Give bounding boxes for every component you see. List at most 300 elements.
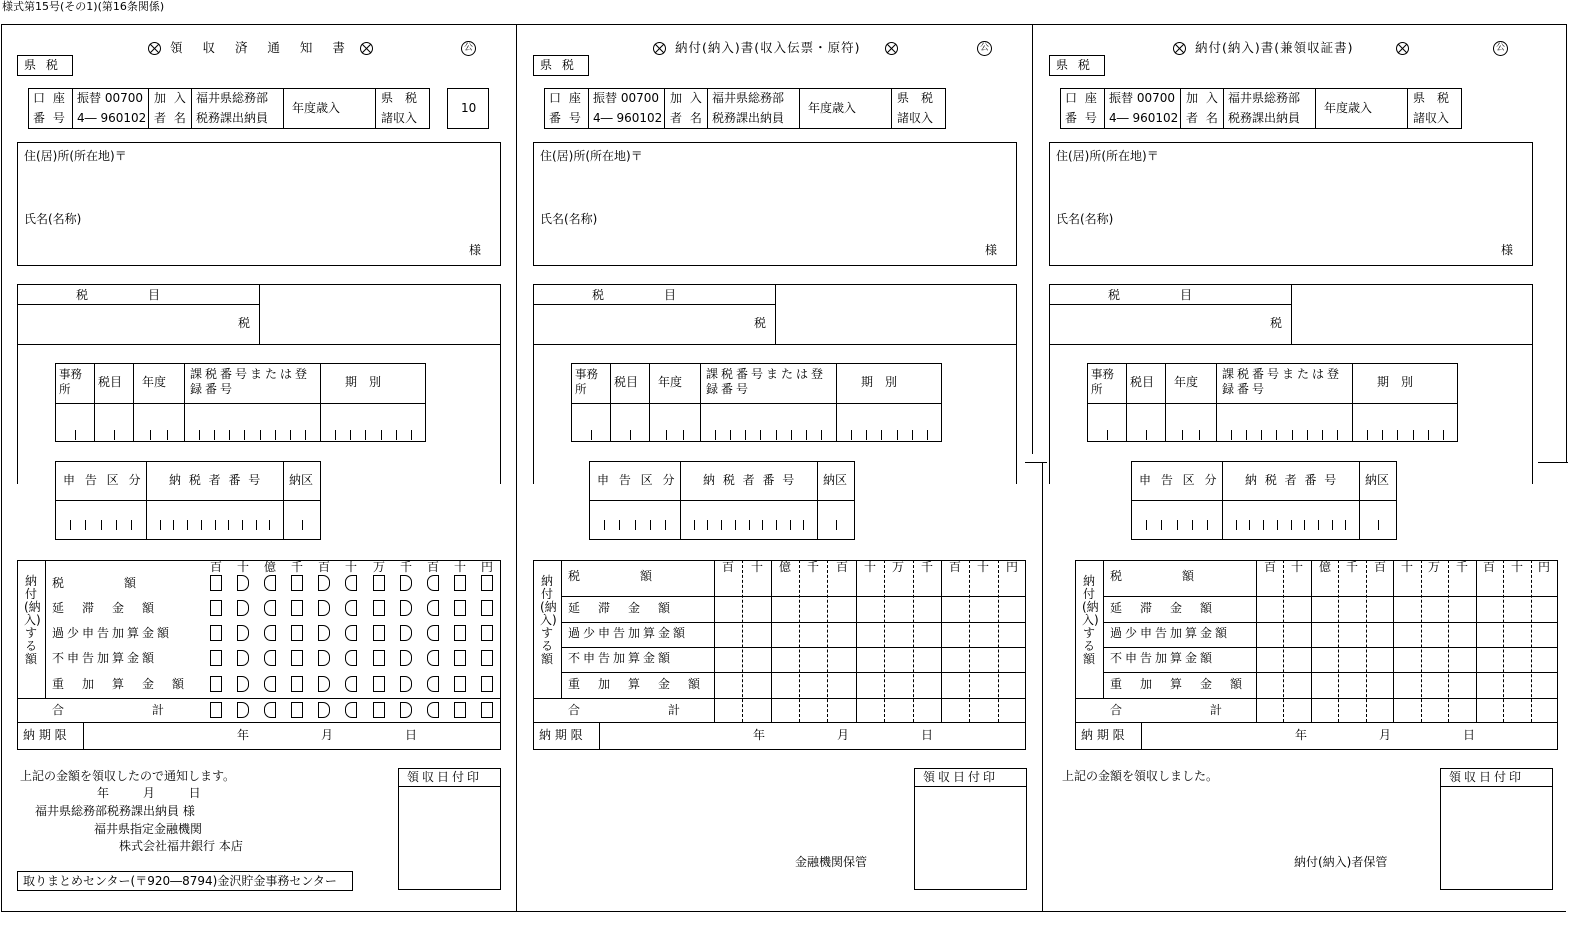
total-label: 合 計 [1110,703,1231,717]
form-title: 領 収 済 通 知 書 [170,40,353,55]
rule-line [561,560,562,698]
amount-side-label: 納付(納入)する額 [540,574,557,666]
digit-tick [1397,430,1398,440]
digit-tick [776,430,777,440]
digit-tick [745,430,746,440]
rule-line [184,363,185,442]
digit-tick [85,520,86,530]
digit-tick [1322,430,1323,440]
digit-unit: 億 [779,560,792,574]
digit-tick [1263,520,1264,530]
office-header: 期 別 [861,375,898,389]
digit-box [345,650,357,666]
prefecture-tax-text: 県 税 [24,58,61,72]
digit-divider [1338,560,1339,722]
digit-box [373,625,385,641]
digit-tick [302,520,303,530]
amount-side-label: 納付(納入)する額 [1082,574,1099,666]
office-header: 期 別 [1377,375,1414,389]
digit-box [291,600,303,616]
digit-tick [187,520,188,530]
digit-divider [1531,560,1532,722]
prefecture-tax-text: 県 税 [1056,58,1093,72]
digit-divider [1366,560,1367,722]
digit-box [481,676,493,692]
digit-box [237,650,249,666]
deadline-year: 年 [237,728,250,742]
digit-tick [791,430,792,440]
digit-unit: 十 [237,560,250,574]
holder-label: 加 入 [670,91,704,105]
digit-box [264,575,276,591]
rule-line [1407,88,1408,129]
digit-tick [1304,520,1305,530]
rule-line [891,88,892,129]
panel-separator [1032,24,1033,454]
digit-box [427,625,439,641]
digit-tick [1249,520,1250,530]
office-header: 課税番号または登録番号 [190,367,311,396]
digit-box [210,600,222,616]
deadline-month: 月 [1379,728,1392,742]
holder-name: 税務課出納員 [196,111,269,125]
digit-unit: 千 [400,560,413,574]
digit-unit: 十 [864,560,877,574]
rule-line [1087,403,1458,404]
office-header: 年度 [1174,375,1199,389]
rule-line [146,461,147,540]
digit-unit: 十 [345,560,358,574]
digit-unit: 十 [454,560,467,574]
digit-tick [335,430,336,440]
deadline-day: 日 [405,728,418,742]
digit-box [481,650,493,666]
digit-tick [1382,430,1383,440]
keeper-note: 納付(納入)者保管 [1294,855,1388,869]
account-label: 番 号 [33,111,67,125]
holder-name: 福井県総務部 [196,91,269,105]
digit-tick [821,430,822,440]
total-label: 合 計 [568,703,689,717]
digit-tick [1146,520,1147,530]
digit-box [264,600,276,616]
rule-line [1141,722,1142,750]
digit-unit: 億 [1319,560,1332,574]
rule-line [771,560,772,722]
digit-tick [131,520,132,530]
rule-line [1216,363,1217,442]
amount-row-label: 過少申告加算金額 [1110,626,1231,640]
digit-tick [70,520,71,530]
digit-tick [101,520,102,530]
digit-unit: 十 [977,560,990,574]
declaration-header: 申 告 区 分 [63,473,144,487]
digit-box [400,650,412,666]
declaration-header: 申 告 区 分 [1139,473,1220,487]
name-label: 氏名(名称) [540,212,598,226]
digit-tick [730,430,731,440]
amount-row-label: 重 加 算 金 額 [568,677,704,691]
digit-unit: 百 [1264,560,1277,574]
digit-tick [749,520,750,530]
office-header: 課税番号または登録番号 [1222,367,1343,396]
rule-line [1131,500,1397,501]
digit-box [264,676,276,692]
digit-unit: 万 [373,560,386,574]
rule-line [1103,672,1558,673]
declaration-header: 納 税 者 番 号 [703,473,797,487]
digit-tick [256,520,257,530]
digit-tick [173,520,174,530]
name-label: 氏名(名称) [24,212,82,226]
digit-tick [1107,430,1108,440]
official-seal-icon: 公 [461,41,476,56]
digit-box [210,625,222,641]
rule-line [72,88,73,129]
digit-box [373,600,385,616]
digit-unit: 百 [318,560,331,574]
amount-row-label: 延 滞 金 額 [52,601,158,615]
rule-line [1104,88,1105,129]
rule-line [148,88,149,129]
digit-tick [167,430,168,440]
circle-x-icon [653,42,666,55]
digit-tick [1332,520,1333,530]
digit-divider [827,560,828,722]
digit-tick [851,430,852,440]
recipient-line: 福井県総務部税務課出納員 様 [35,804,195,818]
tax-item-label: 税 目 [76,288,161,302]
rule-line [561,647,1026,648]
digit-tick [305,430,306,440]
digit-tick [1413,430,1414,440]
receipt-stamp-label: 領収日付印 [1449,770,1525,784]
deadline-day: 日 [1463,728,1476,742]
digit-tick [1246,430,1247,440]
digit-unit: 円 [1006,560,1019,574]
revenue-label: 県 税 [381,91,418,105]
digit-tick [776,520,777,530]
rule-line [533,304,775,305]
digit-box [291,650,303,666]
address-label: 住(居)所(所在地)〒 [540,149,643,163]
receipt-stamp-label: 領収日付印 [923,770,999,784]
declaration-header: 納区 [823,473,848,487]
account-number: 4― 960102 [77,111,147,125]
rule-line [1352,363,1353,442]
digit-unit: 億 [264,560,277,574]
digit-divider [1503,560,1504,722]
fiscal-year-label: 年度歳入 [808,101,857,115]
digit-tick [635,520,636,530]
digit-tick [1199,430,1200,440]
digit-box [264,650,276,666]
deadline-year: 年 [1295,728,1308,742]
digit-tick [214,430,215,440]
rule-line [1075,722,1558,723]
digit-box [237,625,249,641]
panel-separator [516,24,517,912]
digit-unit: 十 [751,560,764,574]
digit-unit: 千 [1456,560,1469,574]
holder-label: 者 名 [670,111,704,125]
digit-tick [1276,430,1277,440]
digit-tick [350,430,351,440]
deadline-day: 日 [921,728,934,742]
rule-line [533,722,1026,723]
holder-name: 福井県総務部 [1228,91,1301,105]
rule-line [55,403,426,404]
rule-line [775,284,776,344]
rule-line [561,672,1026,673]
rule-line [375,88,376,129]
rule-line [17,344,501,345]
deadline-month: 月 [837,728,850,742]
account-label: 番 号 [549,111,583,125]
digit-box [427,650,439,666]
digit-tick [290,430,291,440]
digit-box [291,575,303,591]
rule-line [649,363,650,442]
digit-box [427,676,439,692]
digit-box [237,676,249,692]
rule-line [533,698,1026,699]
digit-tick [1182,430,1183,440]
rule-line [1222,461,1223,540]
deadline-label: 納 期 限 [23,728,67,742]
rule-line [561,596,1026,597]
digit-box [454,676,466,692]
digit-tick [591,430,592,440]
rule-line [1476,560,1477,722]
digit-unit: 百 [210,560,223,574]
amount-row-label: 重 加 算 金 額 [52,677,188,691]
office-header: 年度 [658,375,683,389]
digit-unit: 円 [481,560,494,574]
tax-suffix: 税 [754,316,767,330]
office-header: 税目 [1130,375,1155,389]
digit-box [400,575,412,591]
digit-tick [199,430,200,440]
amount-row-label: 不申告加算金額 [568,651,674,665]
rule-line [45,560,46,698]
digit-unit: 十 [1401,560,1414,574]
holder-name: 福井県総務部 [712,91,785,105]
rule-line [17,304,259,305]
office-header: 事務所 [575,367,598,396]
declaration-header: 納 税 者 番 号 [169,473,263,487]
digit-tick [762,520,763,530]
digit-tick [411,430,412,440]
digit-tick [927,430,928,440]
honorific: 様 [1501,243,1514,257]
digit-tick [619,520,620,530]
digit-tick [1345,520,1346,530]
account-label: 口 座 [549,91,583,105]
tax-item-label: 税 目 [1108,288,1193,302]
revenue-label: 諸収入 [381,111,418,125]
digit-unit: 百 [722,560,735,574]
deadline-month: 月 [321,728,334,742]
digit-tick [1428,430,1429,440]
rule-line [799,88,800,129]
digit-tick [912,430,913,440]
rule-line [588,88,589,129]
digit-divider [1421,560,1422,722]
digit-box [291,676,303,692]
rule-line [191,88,192,129]
digit-tick [150,430,151,440]
digit-divider [1283,560,1284,722]
circle-x-icon [1396,42,1409,55]
total-label: 合 計 [52,703,173,717]
digit-tick [215,520,216,530]
digit-box [481,625,493,641]
rule-line [1103,596,1558,597]
digit-unit: 百 [1374,560,1387,574]
digit-tick [1378,520,1379,530]
digit-box [400,676,412,692]
rule-line [94,363,95,442]
declaration-header: 納 税 者 番 号 [1245,473,1339,487]
amount-row-label: 税 額 [568,569,653,583]
digit-box [318,702,330,718]
digit-unit: 円 [1538,560,1551,574]
digit-box [318,600,330,616]
declaration-header: 納区 [289,473,314,487]
account-number: 振替 00700 [77,91,143,105]
digit-box [427,600,439,616]
digit-tick [275,430,276,440]
digit-box [427,702,439,718]
rule-line [1315,88,1316,129]
digit-unit: 十 [1511,560,1524,574]
rule-line [83,722,84,750]
amount-row-label: 税 額 [52,576,137,590]
digit-box [318,650,330,666]
honorific: 様 [985,243,998,257]
receipt-note: 上記の金額を領収しました。 [1062,769,1219,783]
digit-box [318,625,330,641]
digit-tick [707,520,708,530]
digit-tick [244,430,245,440]
fiscal-year-label: 年度歳入 [292,101,341,115]
digit-tick [866,430,867,440]
digit-tick [836,520,837,530]
digit-tick [1146,430,1147,440]
digit-tick [604,520,605,530]
rule-line [1103,560,1104,698]
digit-divider [1448,560,1449,722]
digit-box [373,702,385,718]
address-label: 住(居)所(所在地)〒 [1056,149,1159,163]
amount-row-label: 延 滞 金 額 [1110,601,1216,615]
digit-box [291,702,303,718]
rule-line [1075,698,1558,699]
rule-line [1256,560,1257,722]
digit-box [454,575,466,591]
rule-line [1311,560,1312,722]
office-header: 課税番号または登録番号 [706,367,827,396]
digit-box [400,600,412,616]
digit-box [237,575,249,591]
digit-box [373,650,385,666]
rule-line [283,88,284,129]
digit-tick [1177,520,1178,530]
digit-box [373,575,385,591]
digit-tick [881,430,882,440]
digit-tick [715,430,716,440]
tax-suffix: 税 [1270,316,1283,330]
digit-unit: 千 [1346,560,1359,574]
digit-tick [1261,430,1262,440]
digit-tick [803,520,804,530]
rule-line [320,363,321,442]
holder-label: 加 入 [1186,91,1220,105]
digit-tick [160,520,161,530]
digit-box [210,676,222,692]
digit-unit: 千 [807,560,820,574]
digit-unit: 千 [921,560,934,574]
amount-row-label: 重 加 算 金 額 [1110,677,1246,691]
digit-tick [666,430,667,440]
circle-x-icon [885,42,898,55]
account-number: 4― 960102 [1109,111,1179,125]
rule-line [17,722,501,723]
rule-line [836,363,837,442]
rule-line [133,363,134,442]
digit-tick [630,430,631,440]
digit-tick [1231,430,1232,440]
digit-tick [897,430,898,440]
declaration-header: 申 告 区 分 [597,473,678,487]
digit-box [454,600,466,616]
circle-x-icon [1173,42,1186,55]
office-header: 税目 [98,375,123,389]
account-label: 番 号 [1065,111,1099,125]
form-title: 納付(納入)書(収入伝票・原符) [675,40,861,55]
rule-line [283,461,284,540]
account-label: 口 座 [1065,91,1099,105]
deadline-label: 納 期 限 [539,728,583,742]
digit-box [318,676,330,692]
digit-box [237,702,249,718]
holder-name: 税務課出納員 [712,111,785,125]
prefecture-tax-text: 県 税 [540,58,577,72]
receipt-stamp-label: 領収日付印 [407,770,483,784]
rule-line [856,560,857,722]
revenue-label: 県 税 [897,91,934,105]
rule-line [1165,363,1166,442]
digit-tick [1192,520,1193,530]
digit-box [427,575,439,591]
account-label: 口 座 [33,91,67,105]
rule-line [1049,304,1291,305]
processing-center-text: 取りまとめセンター(〒920―8794)金沢貯金事務センター [23,874,337,888]
rule-line [398,786,501,787]
digit-tick [806,430,807,440]
amount-row-label: 過少申告加算金額 [52,626,173,640]
amount-side-label: 納付(納入)する額 [24,574,41,666]
digit-tick [269,520,270,530]
rule-line [707,88,708,129]
digit-tick [1443,430,1444,440]
rule-line [714,560,715,722]
digit-unit: 万 [1428,560,1441,574]
digit-tick [1307,430,1308,440]
digit-box [345,600,357,616]
amount-row-label: 延 滞 金 額 [568,601,674,615]
